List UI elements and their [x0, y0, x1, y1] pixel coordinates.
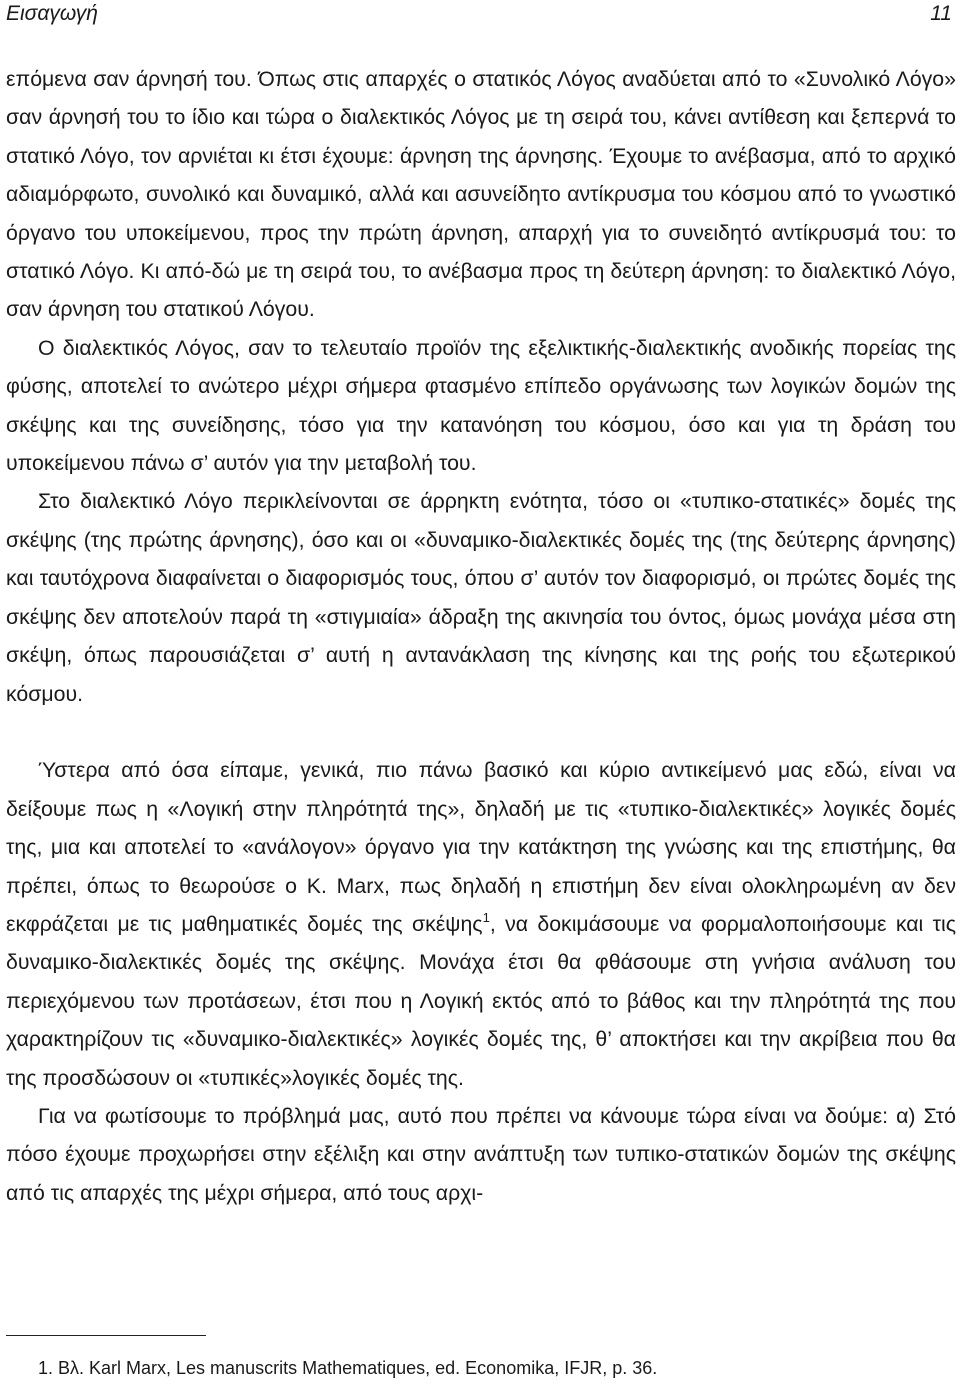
- paragraph: Ο διαλεκτικός Λόγος, σαν το τελευταίο προϊόν της εξελικτικής-διαλεκτικής ανοδικής πορείας της φύσης, αποτελεί το ανώτερο μέχρι σήμερα φτασμένο επίπεδο οργάνωσης των λογικών δομών της σκέψης και της συνείδησης, τόσο για την κατανόηση του κόσμου, όσο και για τη δράση του υποκείμενου πάνω σ’ αυτόν για την μεταβολή του.: [6, 335, 956, 476]
- paragraph: Για να φωτίσουμε το πρόβλημά μας, αυτό που πρέπει να κάνουμε τώρα είναι να δούμε: α) Στό πόσο έχουμε προχωρήσει στην εξέλιξη και στην ανάπτυξη των τυπικο-στατικών δομών της σκέψης από τις απαρχές της μέχρι σήμερα, από τους αρχι-: [6, 1103, 956, 1205]
- footnote: 1. Βλ. Karl Marx, Les manuscrits Mathematiques, ed. Economika, IFJR, p. 36.: [38, 1358, 658, 1378]
- footnote-divider: [6, 1335, 206, 1336]
- paragraph-continued: επόμενα σαν άρνησή του. Όπως στις απαρχές ο στατικός Λόγος αναδύεται από το «Συνολικό Λόγο» σαν άρνησή του το ίδιο και τώρα ο διαλεκτικός Λόγος με τη σειρά του, κάνει αντίθεση και ξεπερνά το στατικό Λόγο, τον αρνιέται κι έτσι έχουμε: άρνηση της άρνησης. Έχουμε το ανέβασμα, από το αρχικό αδιαμόρφωτο, συνολικό και δυναμικό, αλλά και ασυνείδητο αντίκρυσμα του κόσμου από το γνωστικό όργανο του υποκείμενου, προς την πρώτη άρνηση, απαρχή για το συνειδητό αντίκρυσμά του: το στατικό Λόγο. Κι από-δώ με τη σειρά του, το ανέβασμα προς τη δεύτερη άρνηση: το διαλεκτικό Λόγο, σαν άρνηση του στατικού Λόγου.: [6, 67, 956, 322]
- running-header: [6, 0, 952, 30]
- footnote-reference[interactable]: 1: [482, 909, 490, 925]
- paragraph: Στο διαλεκτικό Λόγο περικλείνονται σε άρρηκτη ενότητα, τόσο οι «τυπικο-στατικές» δομές της σκέψης (της πρώτης άρνησης), όσο και οι «δυναμικο-διαλεκτικές δομές της (της δεύτερης άρνησης) και ταυτόχρονα διαφαίνεται ο διαφορισμός τους, όπου σ’ αυτόν τον διαφορισμό, οι πρώτες δομές της σκέψης δεν αποτελούν παρά τη «στιγμιαία» άδραξη της ακινησία του όντος, όμως μονάχα μέσα στη σκέψη, όπως παρουσιάζεται σ’ αυτή η αντανάκλαση της κίνησης και της ροής του εξωτερικού κόσμου.: [6, 489, 956, 706]
- paragraph-text: , να δοκιμάσουμε να φορμαλοποιήσουμε και τις δυναμικο-διαλεκτικές δομές της σκέψης. Μονάχα έτσι θα φθάσουμε στη γνήσια ανάλυση του περιεχόμενου των προτάσεων, έτσι που η Λογική εκτός από το βάθος και την πληρότητά της που χαρακτηρίζουν τις «δυναμικο-διαλεκτικές» λογικές δομές της, θ’ αποκτήσει και την ακρίβεια που θα της προσδώσουν οι «τυπικές»λογικές δομές της.: [6, 911, 956, 1090]
- section-title: Εισαγωγή: [6, 2, 98, 25]
- paragraph-with-footnote: [6, 751, 956, 1097]
- paragraph-text: Ύστερα από όσα είπαμε, γενικά, πιο πάνω βασικό και κύριο αντικείμενό μας εδώ, είναι να δείξουμε πως η «Λογική στην πληρότητά της», δηλαδή με τις «τυπικο-διαλεκτικές» λογικές δομές της, μια και αποτελεί το «ανάλογον» όργανο για την κατάκτηση της γνώσης και της επιστήμης, θα πρέπει, όπως το θεωρούσε ο Κ. Marx, πως δηλαδή η επιστήμη δεν είναι ολοκληρωμένη αν δεν εκφράζεται με τις μαθηματικές δομές της σκέψης: [6, 758, 956, 936]
- page-number: 11: [930, 2, 952, 25]
- page-body: [6, 60, 956, 1212]
